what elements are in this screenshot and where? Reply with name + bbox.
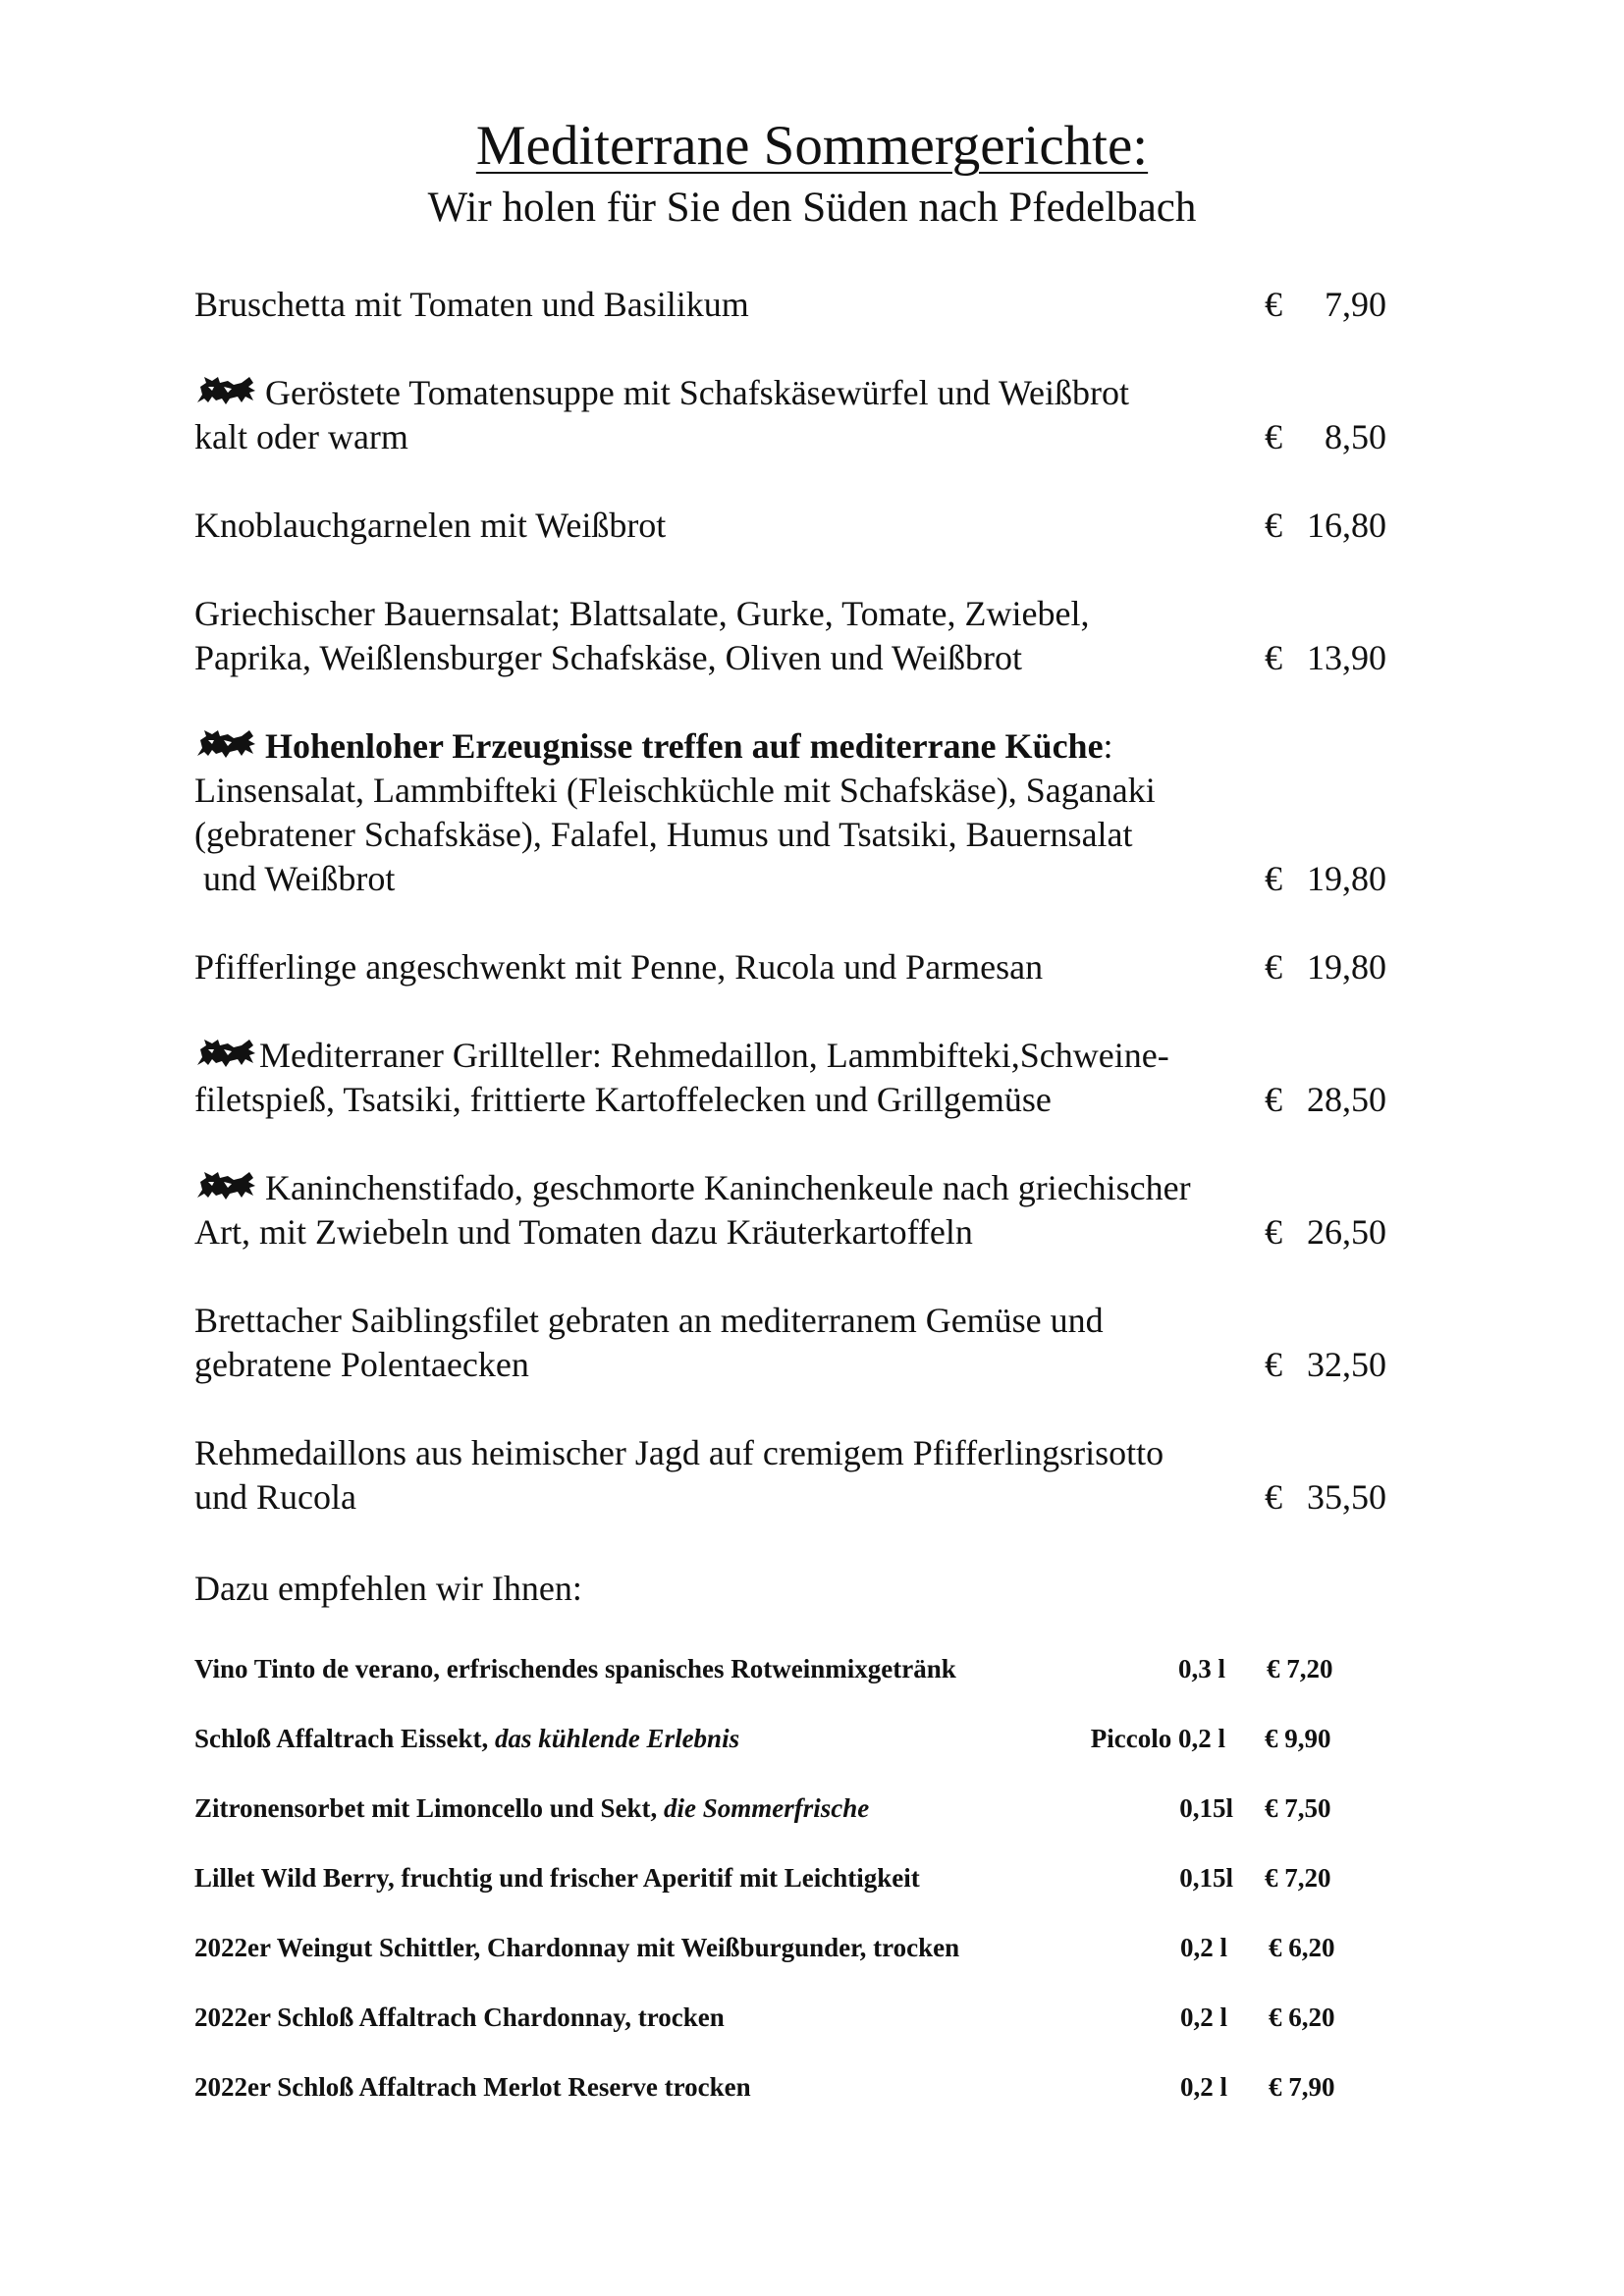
dish-description-line xyxy=(194,1034,1392,1078)
menu-item xyxy=(194,592,1392,680)
drink-name-text: 2022er Weingut Schittler, Chardonnay mit Weißburgunder, trocken xyxy=(194,1933,960,1962)
drink-volume: 0,2 l xyxy=(1179,2072,1227,2102)
drink-name-text: Schloß Affaltrach Eissekt, xyxy=(194,1724,496,1753)
price-currency: € xyxy=(1265,1212,1282,1252)
drink-row xyxy=(194,1858,1373,1897)
page-subtitle: Wir holen für Sie den Süden nach Pfedelbach xyxy=(427,185,1197,231)
price-currency: € xyxy=(1265,506,1282,545)
price-amount: 19,80 xyxy=(1307,947,1386,987)
drink-price: € 6,20 xyxy=(1269,1933,1335,1962)
drink-row xyxy=(194,1649,1373,1688)
menu-item xyxy=(194,945,1392,989)
menu-item xyxy=(194,283,1392,327)
price-amount: 32,50 xyxy=(1307,1345,1386,1384)
drink-name-text: 2022er Schloß Affaltrach Merlot Reserve trocken xyxy=(194,2072,751,2102)
dish-description-line xyxy=(194,1166,1392,1210)
dish-description-line: Linsensalat, Lammbifteki (Fleischküchle mit Schafskäse), Saganaki xyxy=(194,771,1156,810)
dish-description-line: Griechischer Bauernsalat; Blattsalate, Gurke, Tomate, Zwiebel, xyxy=(194,594,1090,633)
menu-item xyxy=(194,724,1392,901)
drink-price: € 7,90 xyxy=(1269,2072,1335,2102)
page-title: Mediterrane Sommergerichte: xyxy=(475,115,1149,177)
price-currency: € xyxy=(1265,859,1282,898)
price-currency: € xyxy=(1265,285,1282,324)
price-amount: 7,90 xyxy=(1325,285,1386,324)
dish-description-line: und Rucola xyxy=(194,1477,356,1517)
drink-name-text: Zitronensorbet mit Limoncello und Sekt, xyxy=(194,1793,665,1823)
dish-description-line: Brettacher Saiblingsfilet gebraten an mediterranem Gemüse und xyxy=(194,1301,1104,1340)
drink-price: € 7,20 xyxy=(1265,1863,1331,1893)
price-currency: € xyxy=(1265,1345,1282,1384)
price-currency: € xyxy=(1265,417,1282,456)
drink-price: € 7,20 xyxy=(1267,1654,1333,1683)
dish-description-line: filetspieß, Tsatsiki, frittierte Kartoffelecken und Grillgemüse xyxy=(194,1080,1052,1119)
dish-text: Mediterraner Grillteller: Rehmedaillon, Lammbifteki,Schweine- xyxy=(259,1036,1169,1075)
dish-heading-line xyxy=(194,724,1392,769)
menu-item xyxy=(194,1166,1392,1255)
price-amount: 35,50 xyxy=(1307,1477,1386,1517)
price-amount: 19,80 xyxy=(1307,859,1386,898)
menu-item xyxy=(194,1299,1392,1387)
price-currency: € xyxy=(1265,947,1282,987)
drink-price: € 6,20 xyxy=(1269,2002,1335,2032)
lion-icon xyxy=(194,1036,259,1071)
menu-item xyxy=(194,1431,1392,1520)
dish-description-line: Rehmedaillons aus heimischer Jagd auf cremigem Pfifferlingsrisotto xyxy=(194,1433,1164,1472)
dish-description-line xyxy=(194,371,1392,415)
menu-item xyxy=(194,1034,1392,1122)
drink-price: € 9,90 xyxy=(1265,1724,1331,1753)
dish-description-line: Art, mit Zwiebeln und Tomaten dazu Kräuterkartoffeln xyxy=(194,1212,973,1252)
drink-name-italic: die Sommerfrische xyxy=(664,1793,870,1823)
lion-icon xyxy=(194,726,259,762)
lion-icon xyxy=(194,373,259,408)
drink-name-text: Vino Tinto de verano, erfrischendes spanisches Rotweinmixgetränk xyxy=(194,1654,956,1683)
recommendation-heading: Dazu empfehlen wir Ihnen: xyxy=(194,1569,582,1608)
drink-row xyxy=(194,1719,1373,1758)
dish-description-line: Pfifferlinge angeschwenkt mit Penne, Rucola und Parmesan xyxy=(194,947,1044,987)
drink-row xyxy=(194,1998,1373,2037)
price-amount: 26,50 xyxy=(1307,1212,1386,1252)
drink-volume: 0,2 l xyxy=(1179,2002,1227,2032)
drink-row xyxy=(194,1789,1373,1828)
price-amount: 13,90 xyxy=(1307,638,1386,677)
dish-description-line: (gebratener Schafskäse), Falafel, Humus und Tsatsiki, Bauernsalat xyxy=(194,815,1133,854)
drink-volume: 0,15l xyxy=(1179,1863,1233,1893)
drink-volume: Piccolo 0,2 l xyxy=(1090,1724,1225,1753)
drink-name-text: 2022er Schloß Affaltrach Chardonnay, trocken xyxy=(194,2002,725,2032)
dish-description-line: kalt oder warm xyxy=(194,417,408,456)
dish-description-line: Paprika, Weißlensburger Schafskäse, Oliven und Weißbrot xyxy=(194,638,1023,677)
dish-text: Geröstete Tomatensuppe mit Schafskäsewürfel und Weißbrot xyxy=(265,373,1130,412)
price-currency: € xyxy=(1265,1477,1282,1517)
drink-row xyxy=(194,2067,1373,2107)
lion-icon xyxy=(194,1168,259,1203)
price-currency: € xyxy=(1265,1080,1282,1119)
dish-heading: Hohenloher Erzeugnisse treffen auf mediterrane Küche xyxy=(265,726,1104,766)
price-amount: 28,50 xyxy=(1307,1080,1386,1119)
menu-item xyxy=(194,371,1392,459)
drink-price: € 7,50 xyxy=(1265,1793,1331,1823)
drink-row xyxy=(194,1928,1373,1967)
dish-description-line: gebratene Polentaecken xyxy=(194,1345,529,1384)
price-amount: 8,50 xyxy=(1325,417,1386,456)
menu-item xyxy=(194,504,1392,548)
price-amount: 16,80 xyxy=(1307,506,1386,545)
dish-text: Kaninchenstifado, geschmorte Kaninchenkeule nach griechischer xyxy=(265,1168,1191,1207)
dish-description-line: Knoblauchgarnelen mit Weißbrot xyxy=(194,506,667,545)
drink-volume: 0,15l xyxy=(1179,1793,1233,1823)
dish-description-line: Bruschetta mit Tomaten und Basilikum xyxy=(194,285,749,324)
drink-volume: 0,2 l xyxy=(1179,1933,1227,1962)
drink-volume: 0,3 l xyxy=(1177,1654,1225,1683)
drink-name-italic: das kühlende Erlebnis xyxy=(495,1724,740,1753)
dish-heading-suffix: : xyxy=(1103,726,1113,766)
drink-name-text: Lillet Wild Berry, fruchtig und frischer Aperitif mit Leichtigkeit xyxy=(194,1863,920,1893)
dish-description-line: und Weißbrot xyxy=(194,859,396,898)
price-currency: € xyxy=(1265,638,1282,677)
